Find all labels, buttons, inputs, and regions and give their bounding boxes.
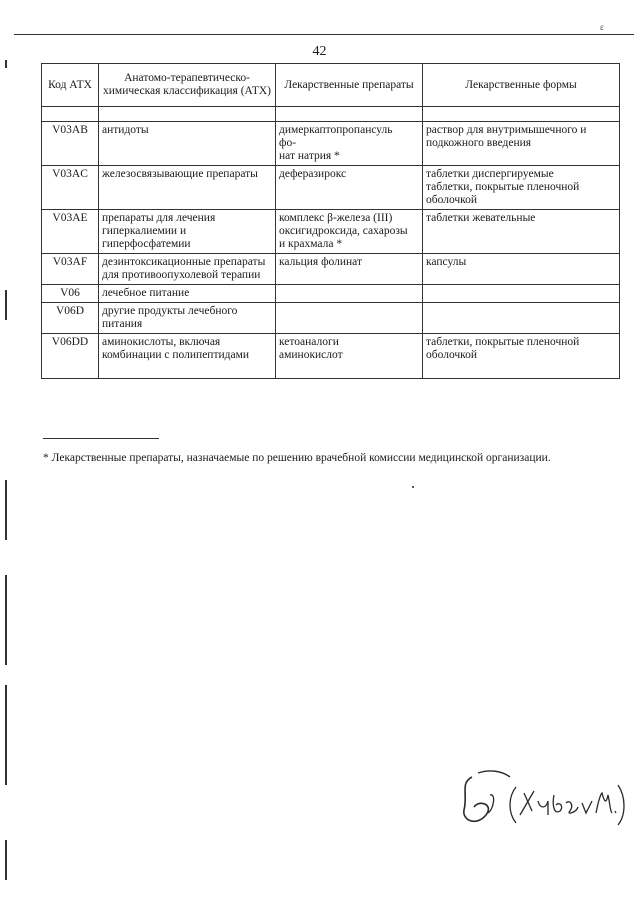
cell-classification: антидоты xyxy=(99,122,276,166)
cell-classification: другие продукты лечебного питания xyxy=(99,303,276,334)
cell-code: V06D xyxy=(42,303,99,334)
cell-classification: лечебное питание xyxy=(99,285,276,303)
top-rule xyxy=(14,34,634,35)
scan-edge-mark xyxy=(5,840,7,880)
cell-drugs-line: димеркаптопропансуль xyxy=(279,124,393,136)
cell-drugs-line: комплекс β-железа (III) xyxy=(279,212,393,224)
page-number: 42 xyxy=(312,44,327,59)
cell-classification: препараты для лечения гиперкалиемии и гиперфосфатемии xyxy=(99,210,276,254)
cell-drugs-line: и крахмала * xyxy=(279,238,343,250)
cell-forms-line: оболочкой xyxy=(426,349,478,361)
cell-forms-line: подкожного введения xyxy=(426,137,532,149)
cell-forms xyxy=(423,334,620,379)
header-classification: Анатомо-терапевтическо-химическая классификация (АТХ) xyxy=(99,64,276,107)
table-row xyxy=(42,122,620,166)
table-row xyxy=(42,303,620,334)
table-row xyxy=(42,285,620,303)
corner-mark: ɛ xyxy=(600,22,604,32)
cell-drugs xyxy=(276,254,423,285)
cell-code: V03AE xyxy=(42,210,99,254)
cell-code: V03AB xyxy=(42,122,99,166)
atx-table xyxy=(41,63,620,379)
cell-forms-line: капсулы xyxy=(426,256,467,268)
header-drugs: Лекарственные препараты xyxy=(276,64,423,107)
cell-forms-line: таблетки жевательные xyxy=(426,212,536,224)
cell-forms-line: таблетки диспергируемые xyxy=(426,168,554,180)
table-spacer-row xyxy=(42,107,620,122)
cell-forms xyxy=(423,210,620,254)
cell-forms-line: таблетки, покрытые пленочной xyxy=(426,181,580,193)
table-header-row xyxy=(42,64,620,107)
cell-forms xyxy=(423,285,620,303)
cell-forms-line: таблетки, покрытые пленочной xyxy=(426,336,580,348)
scan-edge-mark xyxy=(5,685,7,785)
cell-drugs xyxy=(276,285,423,303)
cell-drugs xyxy=(276,303,423,334)
cell-drugs-line: кальция фолинат xyxy=(279,256,363,268)
cell-drugs-line: фо- xyxy=(279,137,297,149)
cell-classification: железосвязывающие препараты xyxy=(99,166,276,210)
cell-classification: дезинтоксикационные препараты для противоопухолевой терапии xyxy=(99,254,276,285)
scan-edge-mark xyxy=(5,575,7,665)
scan-speck xyxy=(412,486,414,488)
cell-code: V03AC xyxy=(42,166,99,210)
footnote-rule xyxy=(43,438,159,439)
cell-forms xyxy=(423,303,620,334)
cell-classification: аминокислоты, включая комбинации с полипептидами xyxy=(99,334,276,379)
cell-drugs xyxy=(276,122,423,166)
cell-drugs-line: нат натрия * xyxy=(279,150,340,162)
footnote: * Лекарственные препараты, назначаемые по решению врачебной комиссии медицинской организации. xyxy=(43,452,551,464)
cell-drugs-line: кетоаналоги xyxy=(279,336,339,348)
signature xyxy=(450,765,625,840)
cell-code: V06DD xyxy=(42,334,99,379)
cell-forms-line: оболочкой xyxy=(426,194,478,206)
cell-forms-line: раствор для внутримышечного и xyxy=(426,124,587,136)
cell-forms xyxy=(423,254,620,285)
cell-drugs-line: деферазирокс xyxy=(279,168,347,180)
cell-drugs-line: аминокислот xyxy=(279,349,343,361)
header-code: Код АТХ xyxy=(42,64,99,107)
cell-code: V06 xyxy=(42,285,99,303)
table-row xyxy=(42,254,620,285)
scan-edge-mark xyxy=(5,60,7,68)
cell-code: V03AF xyxy=(42,254,99,285)
table-row xyxy=(42,166,620,210)
table-row xyxy=(42,210,620,254)
scan-edge-mark xyxy=(5,290,7,320)
cell-drugs-line: оксигидроксида, сахарозы xyxy=(279,225,408,237)
cell-forms xyxy=(423,122,620,166)
cell-drugs xyxy=(276,210,423,254)
cell-drugs xyxy=(276,334,423,379)
cell-drugs xyxy=(276,166,423,210)
cell-forms xyxy=(423,166,620,210)
header-forms: Лекарственные формы xyxy=(423,64,620,107)
table-row xyxy=(42,334,620,379)
scan-edge-mark xyxy=(5,480,7,540)
